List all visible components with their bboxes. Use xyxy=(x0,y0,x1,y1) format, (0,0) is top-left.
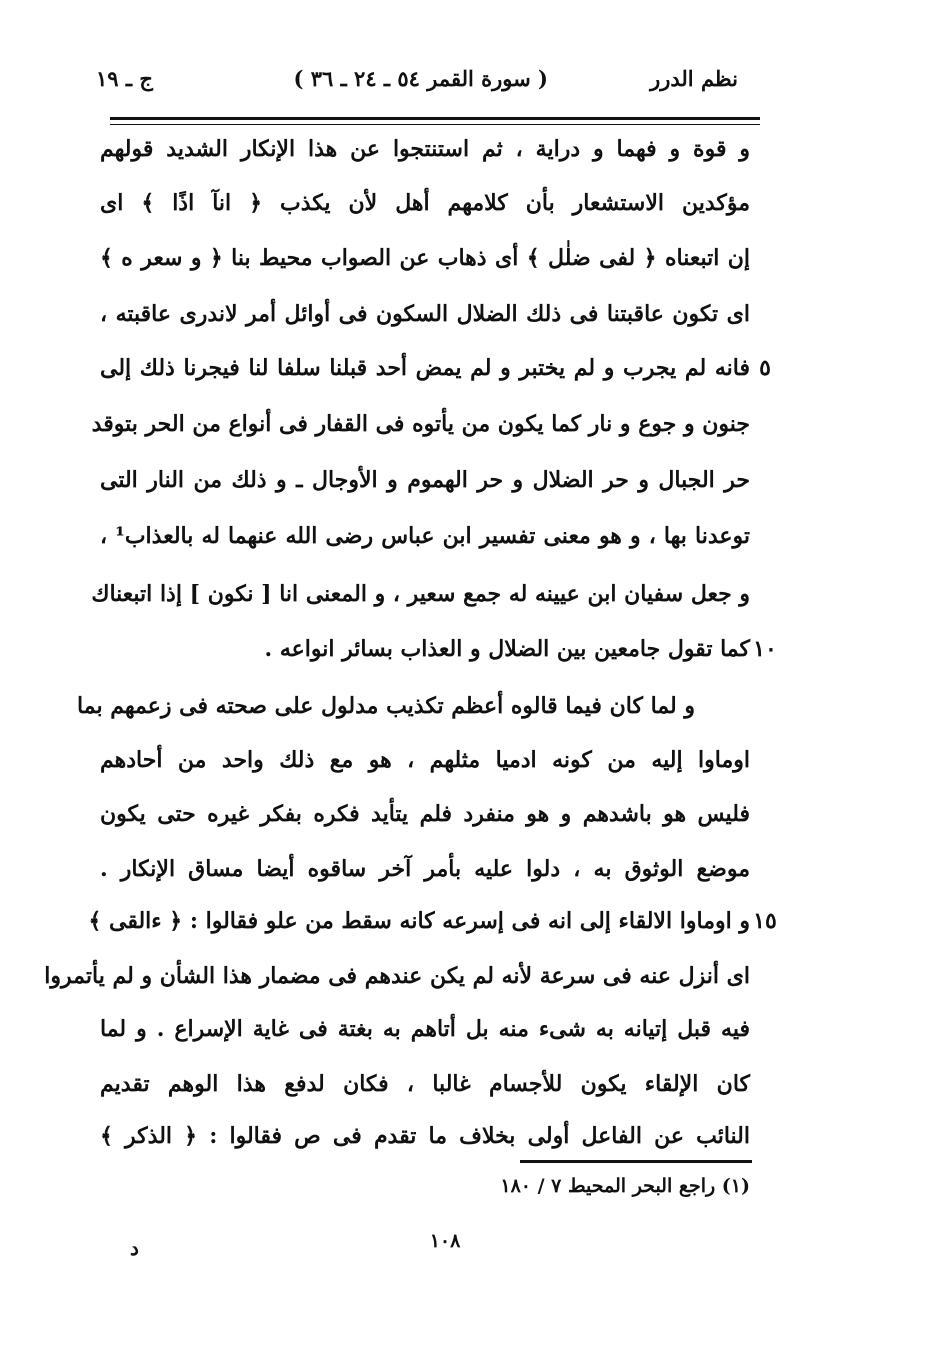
text-line: حر الجبال و حر الضلال و حر الهموم و الأوجال ـ و ذلك من النار التى xyxy=(100,467,750,493)
footnote: (١) راجع البحر المحيط ٧ / ١٨٠ xyxy=(500,1175,750,1197)
page-header xyxy=(96,62,738,106)
text-line: و جعل سفيان ابن عيينه له جمع سعير ، و المعنى انا [ نكون ] إذا اتبعناك xyxy=(91,581,750,607)
text-line: كان الإلقاء يكون للأجسام غالبا ، فكان لدفع هذا الوهم تقديم xyxy=(100,1071,750,1097)
text-line: توعدنا بها ، و هو معنى تفسير ابن عباس رضى الله عنهما له بالعذاب¹ ، xyxy=(100,523,750,549)
text-line: فانه لم يجرب و لم يختبر و لم يمض أحد قبلنا سلفا لنا فيجرنا ذلك إلى xyxy=(100,355,750,381)
text-line: فليس هو باشدهم و هو منفرد فلم يتأيد فكره بفكر غيره حتى يكون xyxy=(100,801,750,827)
surah-reference: ( سورة القمر ٥٤ ـ ٢٤ ـ ٣٦ ) xyxy=(293,66,548,91)
text-line: اى تكون عاقبتنا فى ذلك الضلال السكون فى أوائل أمر لاندرى عاقبته ، xyxy=(100,301,750,327)
volume-number: ج ـ ١٩ xyxy=(96,66,153,91)
signature-mark: د xyxy=(130,1236,139,1260)
text-line: اى أنزل عنه فى سرعة لأنه لم يكن عندهم فى مضمار هذا الشأن و لم يأتمروا xyxy=(44,963,750,989)
header-rule-thin xyxy=(110,124,760,125)
text-line: موضع الوثوق به ، دلوا عليه بأمر آخر ساقوه أيضا مساق الإنكار . xyxy=(100,856,750,882)
text-line: و اوماوا الالقاء إلى انه فى إسرعه كانه سقط من علو فقالوا : ﴿ ءالقى ﴾ xyxy=(88,908,750,934)
text-line: اوماوا إليه من كونه ادميا مثلهم ، هو مع ذلك واحد من أحادهم xyxy=(100,747,750,773)
line-number: ١٠ xyxy=(753,636,777,662)
text-line: فيه قبل إتيانه به شىء منه بل أتاهم به بغتة فى غاية الإسراع . و لما xyxy=(100,1016,750,1042)
page-number: ١٠٨ xyxy=(429,1230,461,1252)
text-line: كما تقول جامعين بين الضلال و العذاب بسائر انواعه . xyxy=(264,636,750,662)
header-rule-thick xyxy=(110,117,760,120)
text-line: جنون و جوع و نار كما يكون من يأتوه فى القفار فى أنواع من الحر بتوقد xyxy=(91,411,750,437)
text-line: إن اتبعناه ﴿ لفى ضلٰل ﴾ أى ذهاب عن الصواب محيط بنا ﴿ و سعر ه ﴾ xyxy=(100,245,750,271)
text-line: و قوة و فهما و دراية ، ثم استنتجوا عن هذا الإنكار الشديد قولهم xyxy=(100,136,750,162)
paragraph-first-line: و لما كان فيما قالوه أعظم تكذيب مدلول على صحته فى زعمهم بما xyxy=(77,693,695,719)
footnote-rule xyxy=(520,1160,752,1163)
text-line: مؤكدين الاستشعار بأن كلامهم أهل لأن يكذب ﴿ انآ اذًا ﴾ اى xyxy=(100,190,750,216)
line-number: ١٥ xyxy=(753,908,777,934)
book-title: نظم الدرر xyxy=(650,66,738,91)
line-number: ٥ xyxy=(759,355,771,381)
text-line: النائب عن الفاعل أولى بخلاف ما تقدم فى ص فقالوا : ﴿ الذكر ﴾ xyxy=(100,1123,750,1149)
